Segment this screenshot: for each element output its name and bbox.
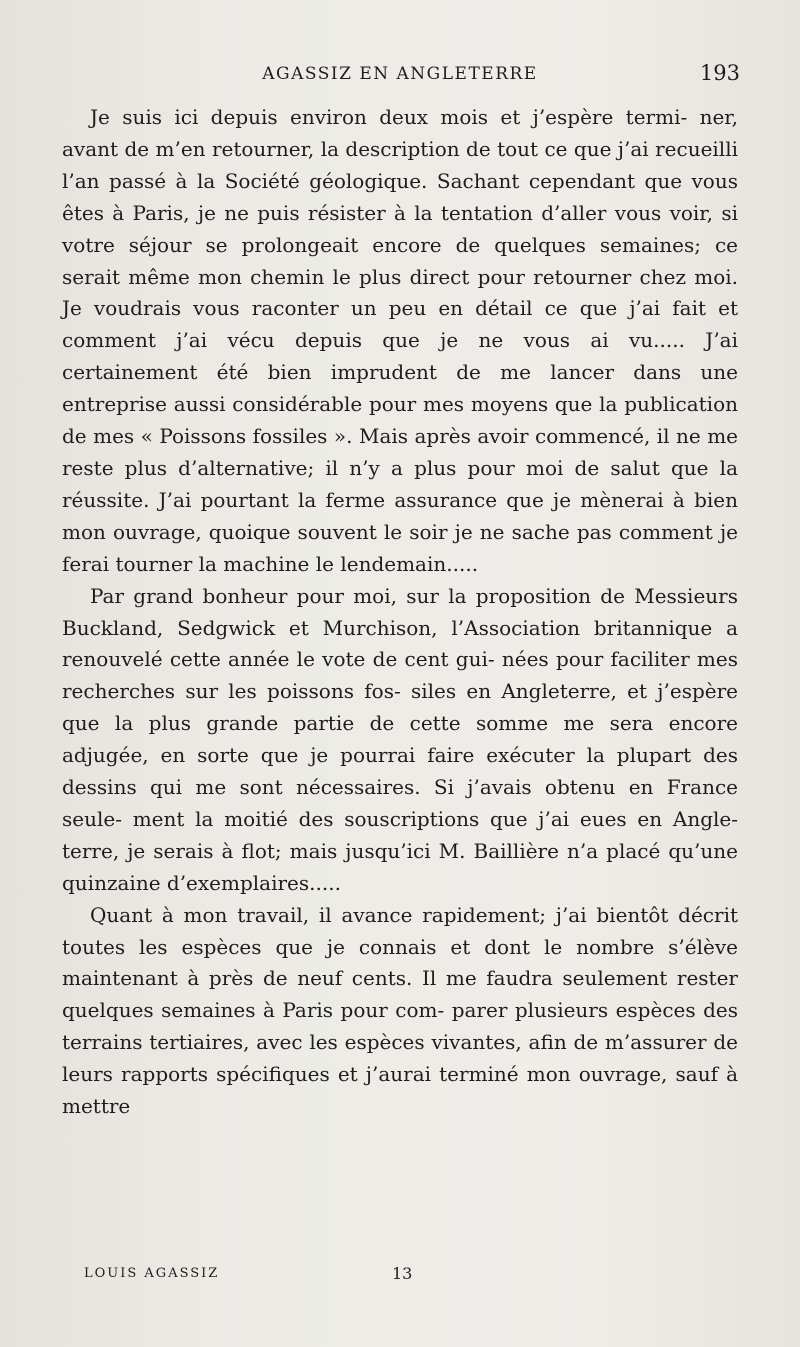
- body-text: [62, 102, 738, 1123]
- running-title: AGASSIZ EN ANGLETERRE: [262, 64, 538, 84]
- paragraph: Je suis ici depuis environ deux mois et j’espère termi- ner, avant de m’en retourner, la description de tout ce que j’ai recueilli l’an passé à la Société géologique. Sachant cependant que vous êtes à Paris, je ne puis résister à la tentation d’aller vous voir, si votre séjour se prolongeait encore de quelques semaines; ce serait même mon chemin le plus direct pour retourner chez moi. Je voudrais vous raconter un peu en détail ce que j’ai fait et comment j’ai vécu depuis que je ne vous ai vu..... J’ai certainement été bien imprudent de me lancer dans une entreprise aussi considérable pour mes moyens que la publication de mes « Poissons fossiles ». Mais après avoir commencé, il ne me reste plus d’alternative; il n’y a plus pour moi de salut que la réussite. J’ai pourtant la ferme assurance que je mènerai à bien mon ouvrage, quoique souvent le soir je ne sache pas comment je ferai tourner la machine le lendemain.....: [62, 105, 738, 576]
- paragraph: Par grand bonheur pour moi, sur la proposition de Messieurs Buckland, Sedgwick et Murchison, l’Association britannique a renouvelé cette année le vote de cent gui- nées pour faciliter mes recherches sur les poissons fos- siles en Angleterre, et j’espère que la plus grande partie de cette somme me sera encore adjugée, en sorte que je pourrai faire exécuter la plupart des dessins qui me sont nécessaires. Si j’avais obtenu en France seule- ment la moitié des souscriptions que j’ai eues en Angle- terre, je serais à flot; mais jusqu’ici M. Baillière n’a placé qu’une quinzaine d’exemplaires.....: [62, 583, 738, 895]
- paragraph: Quant à mon travail, il avance rapidement; j’ai bientôt décrit toutes les espèces que je connais et dont le nombre s’élève maintenant à près de neuf cents. Il me faudra seulement rester quelques semaines à Paris pour com- parer plusieurs espèces des terrains tertiaires, avec les espèces vivantes, afin de m’assurer de leurs rapports spécifiques et j’aurai terminé mon ouvrage, sauf à mettre: [62, 902, 738, 1119]
- page-header: [60, 58, 740, 90]
- page-footer: [62, 1264, 738, 1288]
- page-number: 193: [699, 61, 740, 85]
- signature-mark: LOUIS AGASSIZ: [84, 1266, 220, 1281]
- sheet-number: 13: [392, 1264, 413, 1283]
